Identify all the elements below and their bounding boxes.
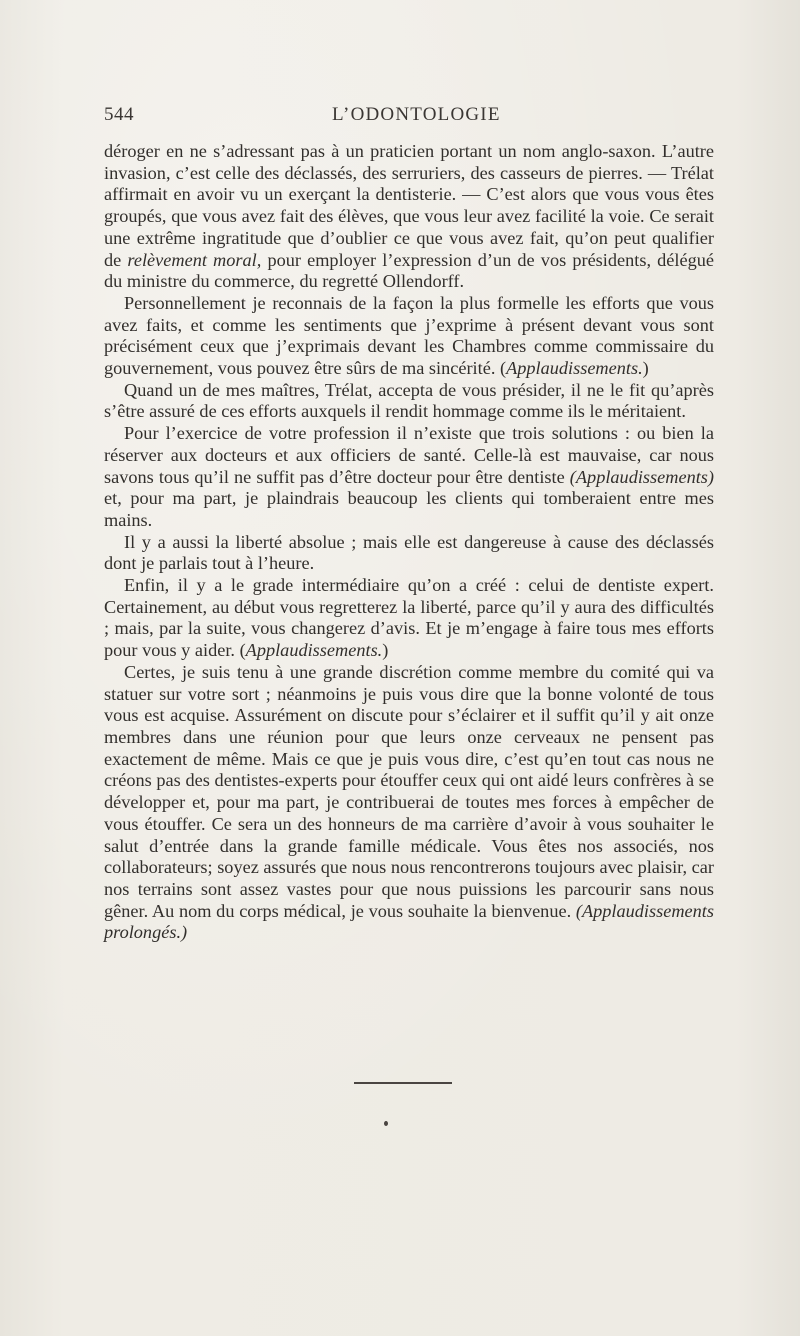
text-segment: ) — [642, 358, 649, 379]
paragraph — [104, 141, 714, 293]
italic-text-segment: relèvement moral, — [127, 249, 262, 270]
paragraph — [104, 662, 714, 944]
italic-text-segment: Applaudissements. — [245, 640, 383, 661]
text-segment: Certes, je suis tenu à une grande discrétion comme membre du comité qui va statuer sur votre sort ; néanmoins je puis vous dire que la bonne volonté de tous vous est acquise. Assurément on discute pour s’éclairer et il suffit qu’il y ait onze membres dans une réunion pour que leurs onze cerveaux ne pensent pas exactement de même. Mais ce que je puis vous dire, c’est qu’en tout cas nous ne créons pas des dentistes-experts pour étouffer ceux qui ont aidé leurs confrères à se développer et, pour ma part, je contribuerai de toutes mes forces à empêcher de vous étouffer. Ce sera un des honneurs de ma carrière d’avoir à vous souhaiter le salut d’entrée dans la grande famille médicale. Vous êtes nos associés, nos collaborateurs; soyez assurés que nous nous rencontrerons toujours avec plaisir, car nos terrains sont assez vastes pour que nous puissions les parcourir sans nous gêner. Au nom du corps médical, je vous souhaite la bienvenue. — [104, 661, 714, 921]
ink-speck — [384, 1121, 388, 1126]
paragraph — [104, 293, 714, 380]
paragraph — [104, 380, 714, 423]
italic-text-segment: (Applaudissements prolongés.) — [104, 900, 714, 943]
text-segment: Enfin, il y a le grade intermédiaire qu’on a créé : celui de dentiste expert. Certainement, au début vous regretterez la liberté, parce qu’il y aura des difficultés ; mais, par la suite, vous changerez d’avis. Et je m’engage à faire tous mes efforts pour vous y aider. ( — [104, 575, 714, 661]
italic-text-segment: (Applaudissements) — [569, 466, 714, 487]
running-head — [104, 104, 714, 132]
text-segment: pour employer l’expression d’un de vos présidents, délégué du ministre du commerce, du regretté Ollendorff. — [104, 249, 715, 292]
text-segment: ) — [382, 640, 389, 661]
paragraph — [104, 575, 714, 662]
text-segment: Pour l’exercice de votre profession il n’existe que trois solutions : ou bien la réserver aux docteurs et aux officiers de santé. Celle-là est mauvaise, car nous savons tous qu’il ne suffit pas d’être docteur pour être dentiste — [104, 423, 714, 487]
paragraph — [104, 532, 714, 575]
text-segment: Quand un de mes maîtres, Trélat, accepta de vous présider, il ne le fit qu’après s’être assuré de ces efforts auxquels il rendit hommage comme ils le méritaient. — [104, 379, 714, 422]
text-segment: déroger en ne s’adressant pas à un praticien portant un nom anglo-saxon. L’autre invasion, c’est celle des déclassés, des serruriers, des casseurs de pierres. — Trélat affirmait en avoir vu un exerçant la dentisterie. — C’est alors que vous vous êtes groupés, que vous avez fait des élèves, que vous leur avez facilité la voie. Ce serait une extrême ingratitude que d’oublier ce que vous avez fait, qu’on peut qualifier de — [104, 141, 714, 270]
paragraph — [104, 423, 714, 532]
body-text — [104, 141, 714, 944]
text-segment: Personnellement je reconnais de la façon la plus formelle les efforts que vous avez faits, et comme les sentiments que j’exprime à présent devant vous sont précisément ceux que j’exprimais devant les Chambres comme commissaire du gouvernement, vous pouvez être sûrs de ma sincérité. ( — [104, 292, 714, 379]
page-number: 544 — [104, 104, 134, 125]
italic-text-segment: Applaudissements. — [506, 358, 643, 379]
text-segment: et, pour ma part, je plaindrais beaucoup les clients qui tomberaient entre mes mains. — [104, 488, 714, 530]
section-end-rule — [354, 1082, 452, 1084]
journal-title: L’ODONTOLOGIE — [332, 104, 501, 125]
text-segment: Il y a aussi la liberté absolue ; mais elle est dangereuse à cause des déclassés dont je parlais tout à l’heure. — [104, 531, 714, 574]
